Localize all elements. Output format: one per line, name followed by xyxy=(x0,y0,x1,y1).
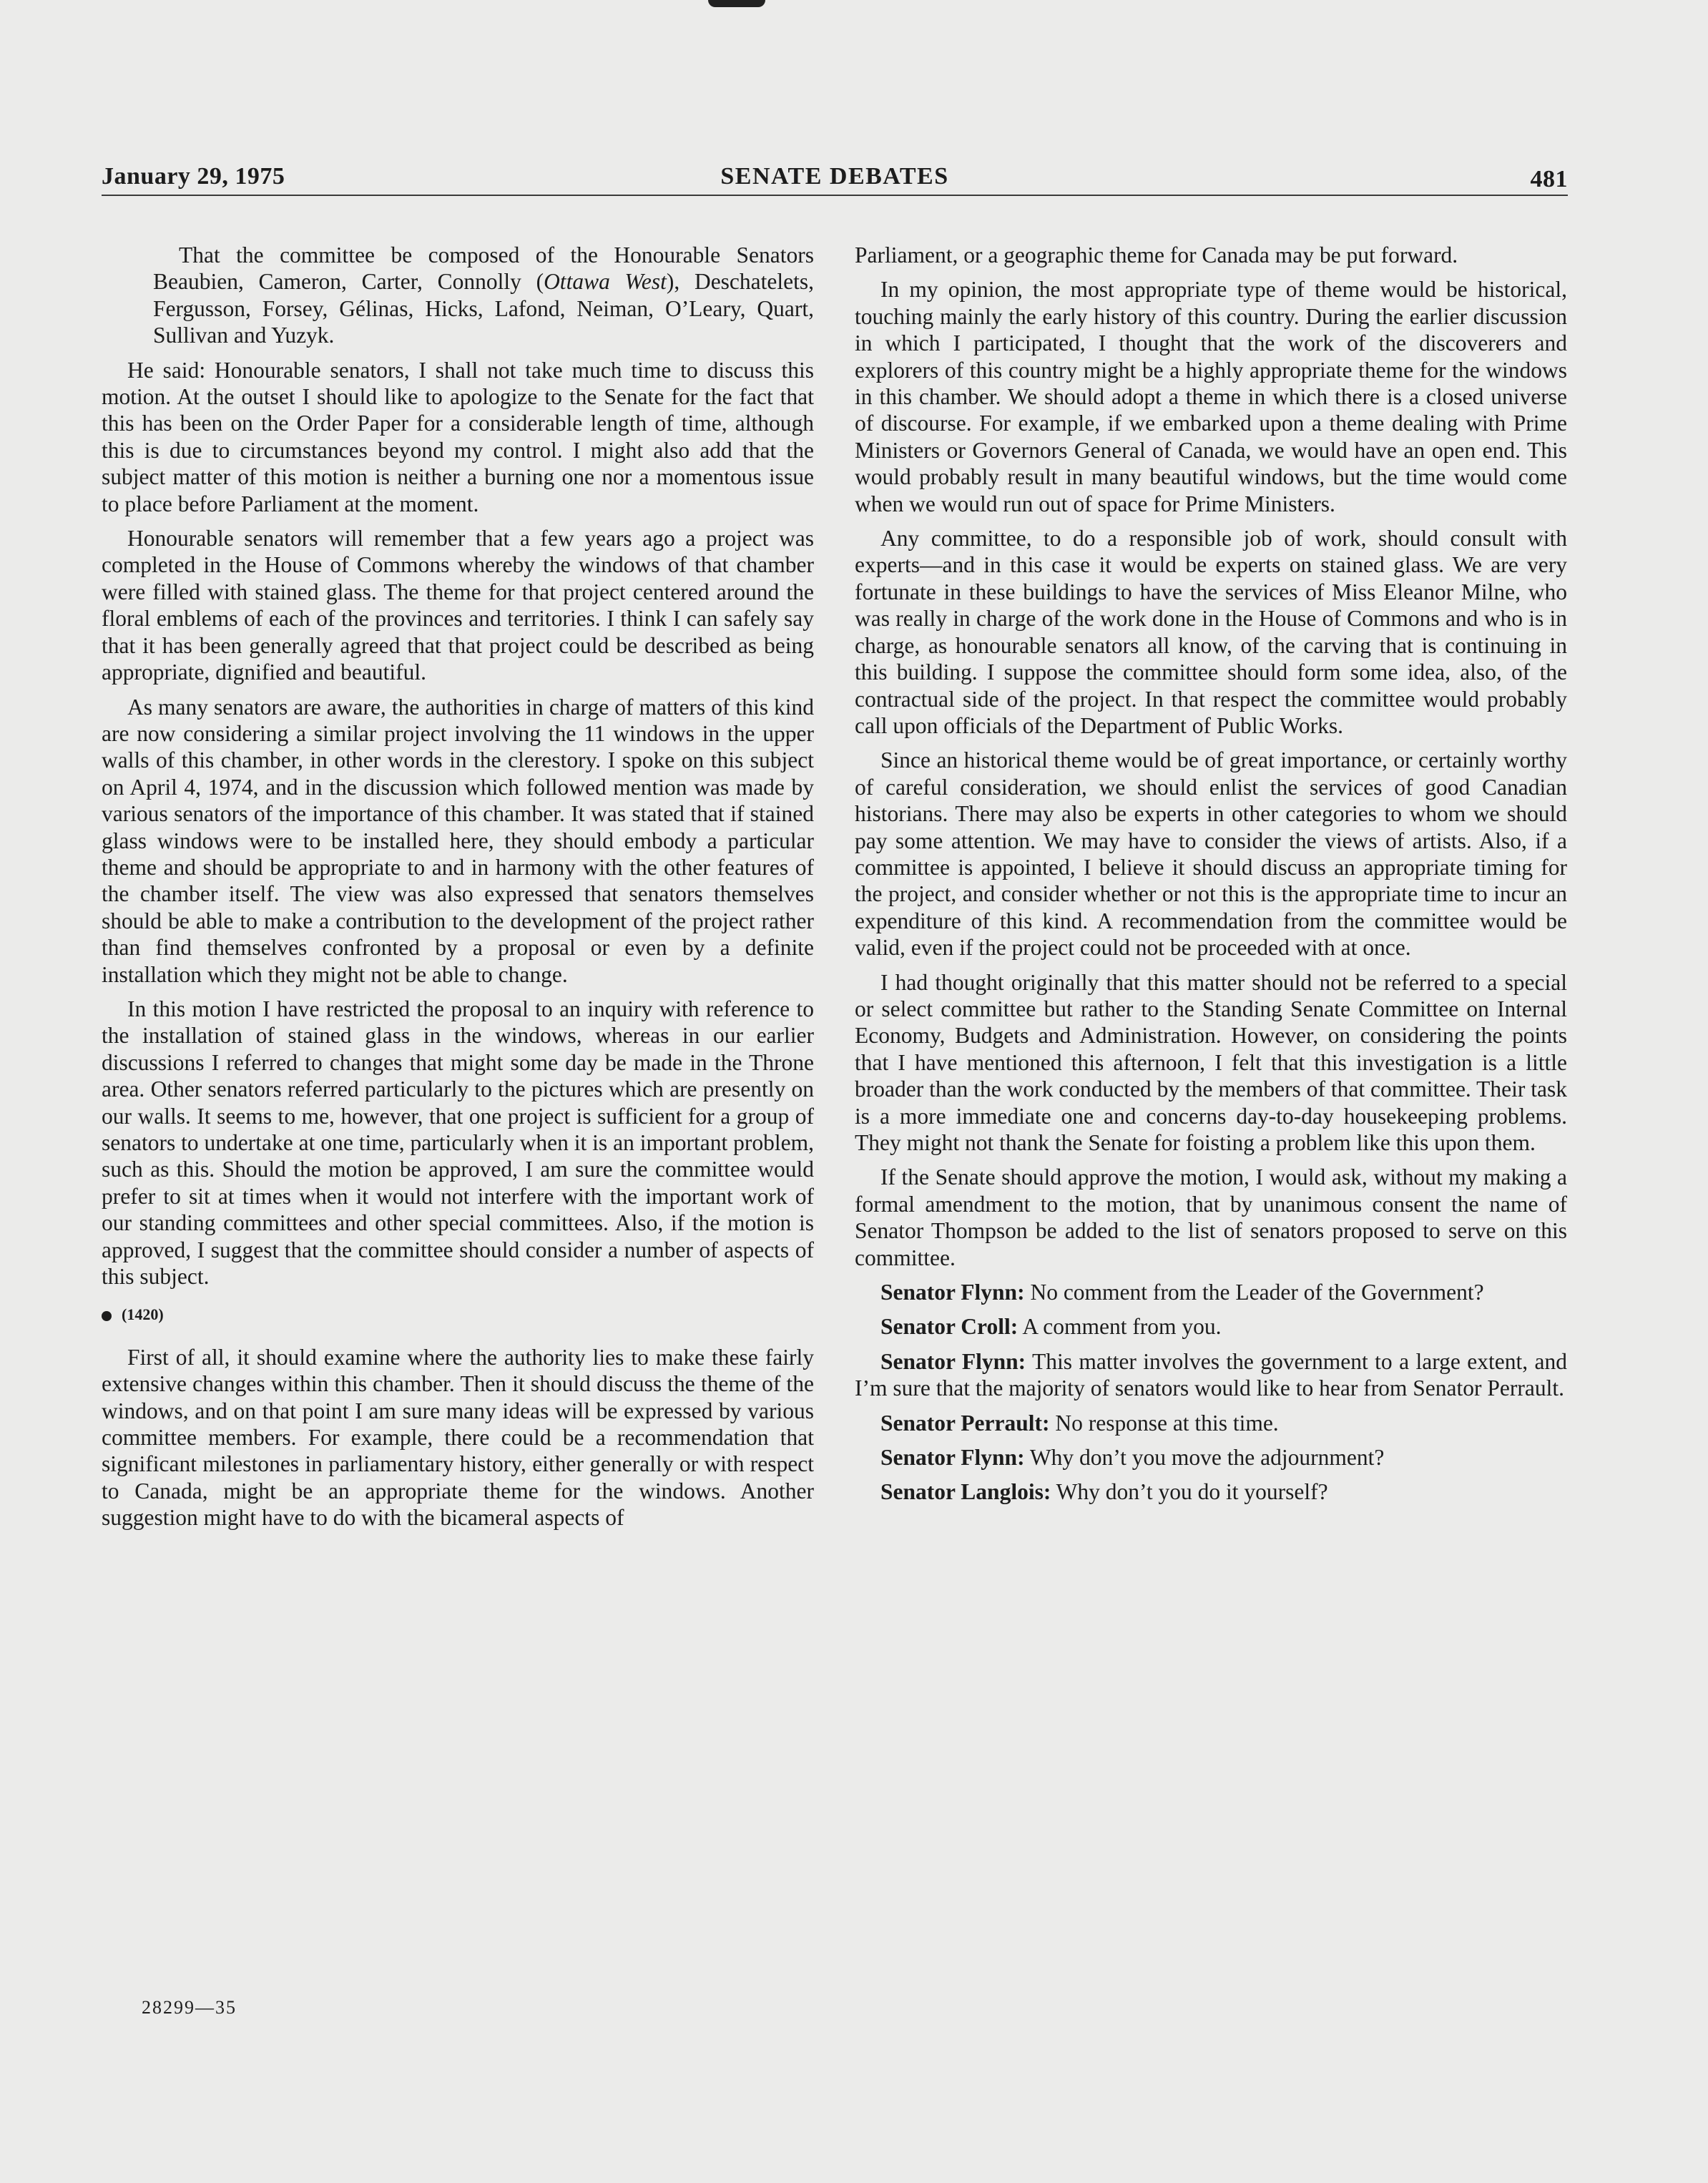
print-code: 28299—35 xyxy=(142,1997,237,2018)
speaker-name: Senator Langlois: xyxy=(880,1479,1051,1505)
left-paragraph-4: In this motion I have restricted the proposal to an inquiry with reference to the installation of stained glass in the windows, whereas in our earlier discussions I referred to changes that might some day be made in the Throne area. Other senators referred particularly to the pictures which are presently on our walls. It seems to me, however, that one project is sufficient for a group of senators to undertake at one time, particularly when it is an important problem, such as this. Should the motion be approved, I am sure the committee would prefer to sit at times when it would not interfere with the important work of our standing committees and other special committees. Also, if the motion is approved, I suggest that the committee should consider a number of aspects of this subject. xyxy=(102,996,814,1290)
right-paragraph-5: If the Senate should approve the motion, I would ask, without my making a formal amendment to the motion, that by unanimous consent the name of Senator Thompson be added to the list of senators proposed to serve on this committee. xyxy=(855,1164,1567,1270)
speech-text: No comment from the Leader of the Government? xyxy=(1024,1280,1484,1305)
time-marker xyxy=(102,1301,814,1328)
running-header xyxy=(102,159,1568,196)
exchange-6 xyxy=(855,1478,1567,1505)
speech-text: Why don’t you move the adjournment? xyxy=(1024,1445,1385,1471)
exchange-4 xyxy=(855,1410,1567,1436)
left-column xyxy=(102,242,814,1539)
exchange-3 xyxy=(855,1348,1567,1402)
speech-text: A comment from you. xyxy=(1018,1314,1222,1340)
left-paragraph-3: As many senators are aware, the authorities in charge of matters of this kind are now considering a similar project involving the 11 windows in the upper walls of this chamber, in other words in the clerestory. I spoke on this subject on April 4, 1974, and in the discussion which followed mention was made by various senators of the importance of this chamber. It was stated that if stained glass windows were to be installed here, they should embody a particular theme and should be appropriate to and in harmony with the other features of the chamber itself. The view was also expressed that senators themselves should be able to make a contribution to the development of the project rather than find themselves confronted by a proposal or even by a definite installation which they might not be able to change. xyxy=(102,694,814,987)
right-column xyxy=(855,242,1567,1514)
right-paragraph-0: Parliament, or a geographic theme for Canada may be put forward. xyxy=(855,242,1458,268)
exchange-1 xyxy=(855,1279,1567,1305)
exchange-2 xyxy=(855,1313,1567,1340)
header-date: January 29, 1975 xyxy=(102,163,285,190)
speaker-name: Senator Flynn: xyxy=(880,1348,1026,1374)
exchange-5 xyxy=(855,1444,1567,1471)
left-paragraph-5: First of all, it should examine where the authority lies to make these fairly extensive changes within this chamber. Then it should discuss the theme of the windows, and on that point I am sure many ideas will be expressed by various committee members. For example, there could be a recommendation that significant milestones in parliamentary history, either generally or with respect to Canada, might be an appropriate theme for the windows. Another suggestion might have to do with the bicameral aspects of xyxy=(102,1344,814,1531)
quote-text-part-2: ), Deschatelets, Fergusson, Forsey, Gélinas, Hicks, Lafond, Neiman, O’Leary, Quart, Sullivan and Yuzyk. xyxy=(153,269,814,348)
speech-text: Why don’t you do it yourself? xyxy=(1051,1479,1328,1505)
time-marker-label: (1420) xyxy=(122,1305,164,1324)
left-paragraph-2: Honourable senators will remember that a few years ago a project was completed in the House of Commons whereby the windows of that chamber were filled with stained glass. The theme for that project centered around the floral emblems of each of the provinces and territories. I think I can safely say that it has been generally agreed that that project could be described as being appropriate, dignified and beautiful. xyxy=(102,526,814,685)
speech-text: No response at this time. xyxy=(1049,1410,1279,1436)
speaker-name: Senator Croll: xyxy=(880,1314,1019,1340)
binding-mark xyxy=(708,0,765,7)
page-number: 481 xyxy=(1530,166,1568,192)
quote-italic: Ottawa West xyxy=(544,269,667,295)
bullet-icon xyxy=(102,1311,112,1321)
speech-text: This matter involves the government to a large extent, and I’m sure that the majority of senators would like to hear from Senator Perrault. xyxy=(855,1348,1567,1401)
header-title: SENATE DEBATES xyxy=(720,163,949,190)
right-paragraph-3: Since an historical theme would be of great importance, or certainly worthy of careful consideration, we should enlist the services of good Canadian historians. There may also be experts in other categories to whom we should pay some attention. We may have to consider the views of artists. Also, if a committee is appointed, I believe it should discuss an appropriate timing for the project, and consider whether or not this is the appropriate time to incur an expenditure of this kind. A recommendation from the committee would be valid, even if the project could not be proceeded with at once. xyxy=(855,747,1567,961)
motion-quote xyxy=(153,242,814,349)
right-paragraph-4: I had thought originally that this matter should not be referred to a special or select committee but rather to the Standing Senate Committee on Internal Economy, Budgets and Administration. However, on considering the points that I have mentioned this afternoon, I felt that this investigation is a little broader than the work conducted by the members of that committee. Their task is a more immediate one and concerns day-to-day housekeeping problems. They might not thank the Senate for foisting a problem like this upon them. xyxy=(855,969,1567,1155)
quote-text-part-1: That the committee be composed of the Honourable Senators Beaubien, Cameron, Carter, Connolly ( xyxy=(153,242,814,295)
speaker-name: Senator Flynn: xyxy=(880,1445,1025,1471)
right-paragraph-2: Any committee, to do a responsible job of work, should consult with experts—and in this case it would be experts on stained glass. We are very fortunate in these buildings to have the services of Miss Eleanor Milne, who was really in charge of the work done in the House of Commons and who is in charge, as honourable senators all know, of the carving that is continuing in this building. I suppose the committee should form some idea, also, of the contractual side of the project. In that respect the committee would probably call upon officials of the Department of Public Works. xyxy=(855,526,1567,738)
speaker-name: Senator Perrault: xyxy=(880,1410,1050,1436)
speaker-name: Senator Flynn: xyxy=(880,1280,1025,1305)
right-paragraph-1: In my opinion, the most appropriate type of theme would be historical, touching mainly the early history of this country. During the earlier discussion in which I participated, I thought that the work of the discoverers and explorers of this country might be a highly appropriate theme for the windows in this chamber. We should adopt a theme in which there is a closed universe of discourse. For example, if we embarked upon a theme dealing with Prime Ministers or Governors General of Canada, we would have an open end. This would probably result in many beautiful windows, but the time would come when we would run out of space for Prime Ministers. xyxy=(855,277,1567,516)
left-paragraph-1: He said: Honourable senators, I shall not take much time to discuss this motion. At the outset I should like to apologize to the Senate for the fact that this has been on the Order Paper for a considerable length of time, although this is due to circumstances beyond my control. I might also add that the subject matter of this motion is neither a burning one nor a momentous issue to place before Parliament at the moment. xyxy=(102,357,814,516)
